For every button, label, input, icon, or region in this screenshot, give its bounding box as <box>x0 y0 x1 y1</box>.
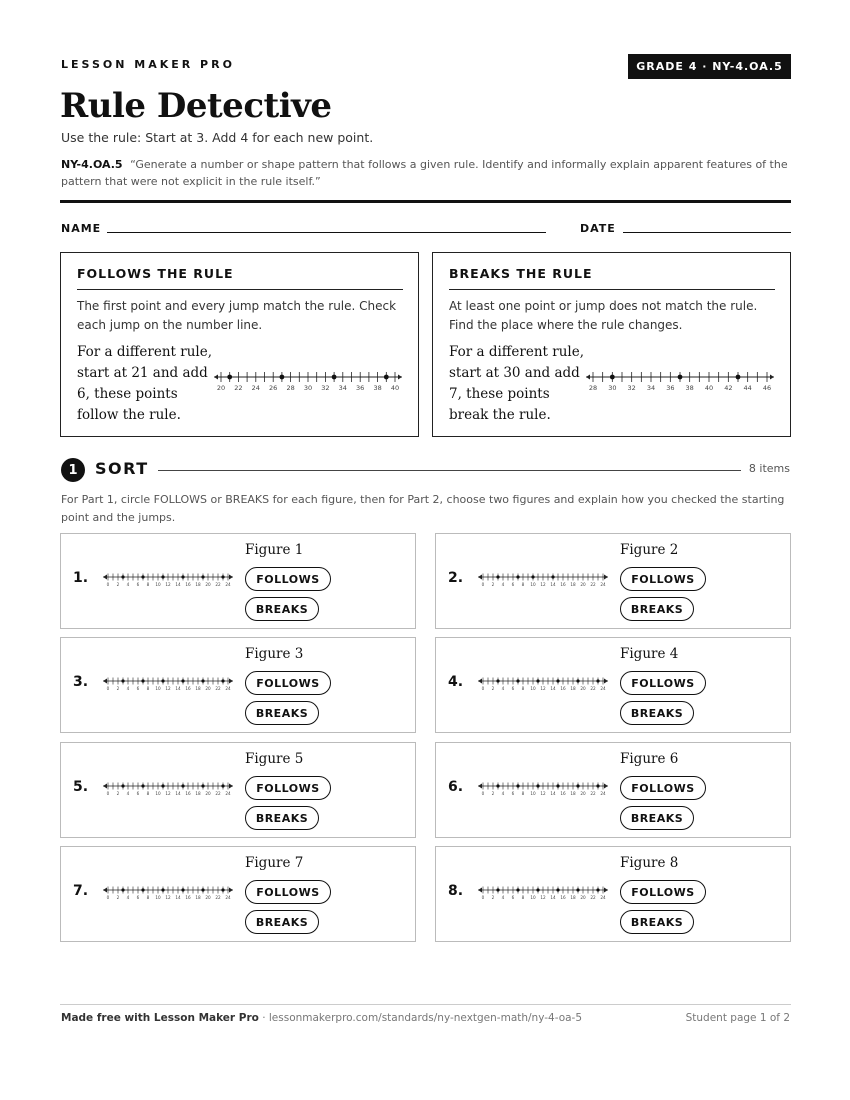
tick-label: 8 <box>146 582 150 588</box>
tick-label: 18 <box>570 791 576 797</box>
tick-label: 0 <box>106 582 110 588</box>
tick-label: 2 <box>491 582 495 588</box>
plotted-point <box>280 375 285 380</box>
plotted-point <box>221 888 224 891</box>
follows-rule-card <box>60 252 419 437</box>
tick-label: 24 <box>600 895 606 901</box>
tick-label: 0 <box>481 582 485 588</box>
section-number-badge: 1 <box>61 458 85 482</box>
tick-label: 22 <box>590 686 596 692</box>
axis-arrow-right <box>229 888 233 893</box>
plotted-point <box>496 575 499 578</box>
plotted-point <box>736 375 741 380</box>
tick-label: 6 <box>511 895 515 901</box>
plotted-point <box>332 375 337 380</box>
sort-item <box>60 637 416 733</box>
tick-label: 6 <box>136 686 140 692</box>
breaks-rule-card <box>432 252 791 437</box>
tick-label: 4 <box>126 895 130 901</box>
tick-label: 16 <box>185 895 191 901</box>
plotted-point <box>201 888 204 891</box>
follows-option[interactable]: FOLLOWS <box>620 776 706 800</box>
plotted-point <box>161 679 164 682</box>
plotted-point <box>596 679 599 682</box>
plotted-point <box>141 888 144 891</box>
figure-label: Figure 8 <box>620 855 679 871</box>
plotted-point <box>576 679 579 682</box>
item-number: 2. <box>448 570 464 586</box>
axis-arrow-right <box>604 784 608 789</box>
tick-label: 10 <box>155 895 161 901</box>
rule-subtitle: Use the rule: Start at 3. Add 4 for each new point. <box>61 130 374 145</box>
plotted-point <box>141 784 144 787</box>
tick-label: 8 <box>146 791 150 797</box>
breaks-option[interactable]: BREAKS <box>245 701 319 725</box>
tick-label: 12 <box>165 686 171 692</box>
figure-number-line <box>102 779 234 799</box>
tick-label: 2 <box>116 582 120 588</box>
breaks-option[interactable]: BREAKS <box>620 910 694 934</box>
axis-arrow-left <box>103 575 107 580</box>
date-label: DATE <box>580 222 616 235</box>
axis-arrow-right <box>604 679 608 684</box>
follows-option[interactable]: FOLLOWS <box>620 671 706 695</box>
tick-label: 12 <box>540 791 546 797</box>
sort-item <box>435 533 791 629</box>
sort-item <box>60 533 416 629</box>
tick-label: 12 <box>540 686 546 692</box>
tick-label: 24 <box>225 686 231 692</box>
standard-text: “Generate a number or shape pattern that follows a given rule. Identify and informally explain apparent features of the pattern that were not explicit in the rule itself.” <box>61 158 788 188</box>
follows-option[interactable]: FOLLOWS <box>245 671 331 695</box>
plotted-point <box>536 679 539 682</box>
page-title: Rule Detective <box>60 86 332 126</box>
axis-arrow-right <box>604 575 608 580</box>
plotted-point <box>221 679 224 682</box>
tick-label: 36 <box>356 384 365 392</box>
plotted-point <box>516 679 519 682</box>
plotted-point <box>556 679 559 682</box>
tick-label: 6 <box>511 791 515 797</box>
tick-label: 32 <box>321 384 330 392</box>
plotted-point <box>141 679 144 682</box>
item-number: 3. <box>73 674 89 690</box>
plotted-point <box>221 784 224 787</box>
tick-label: 20 <box>216 384 226 392</box>
breaks-option[interactable]: BREAKS <box>245 806 319 830</box>
plotted-point <box>161 784 164 787</box>
tick-label: 20 <box>580 895 586 901</box>
tick-label: 2 <box>491 895 495 901</box>
plotted-point <box>227 375 232 380</box>
tick-label: 0 <box>106 686 110 692</box>
breaks-option[interactable]: BREAKS <box>245 910 319 934</box>
item-number: 5. <box>73 779 89 795</box>
tick-label: 38 <box>685 384 694 392</box>
tick-label: 14 <box>550 582 556 588</box>
tick-label: 16 <box>560 791 566 797</box>
tick-label: 4 <box>501 895 505 901</box>
tick-label: 24 <box>600 791 606 797</box>
tick-label: 18 <box>570 582 576 588</box>
plotted-point <box>610 375 615 380</box>
footer-page-number: Student page 1 of 2 <box>685 1012 790 1024</box>
item-count: 8 items <box>748 462 790 475</box>
figure-number-line <box>102 674 234 694</box>
tick-label: 16 <box>185 686 191 692</box>
plotted-point <box>121 888 124 891</box>
sort-item <box>435 742 791 838</box>
sort-item <box>435 637 791 733</box>
tick-label: 14 <box>175 791 181 797</box>
tick-label: 2 <box>491 791 495 797</box>
axis-arrow-left <box>103 679 107 684</box>
tick-label: 8 <box>521 582 525 588</box>
item-number: 7. <box>73 883 89 899</box>
tick-label: 16 <box>185 791 191 797</box>
plotted-point <box>496 784 499 787</box>
tick-label: 8 <box>521 791 525 797</box>
footer-divider <box>60 1004 791 1005</box>
card-description: At least one point or jump does not match the rule. Find the place where the rule changes. <box>449 299 758 332</box>
card-example: For a different rule, start at 30 and add 7, these points break the rule. <box>449 344 584 423</box>
axis-arrow-left <box>586 375 590 380</box>
sort-item <box>60 742 416 838</box>
tick-label: 16 <box>560 582 566 588</box>
tick-label: 22 <box>215 582 221 588</box>
tick-label: 10 <box>155 582 161 588</box>
tick-label: 12 <box>165 582 171 588</box>
plotted-point <box>678 375 683 380</box>
footer-credit <box>61 1012 582 1024</box>
tick-label: 24 <box>251 384 260 392</box>
plotted-point <box>496 679 499 682</box>
tick-label: 16 <box>185 582 191 588</box>
figure-number-line <box>477 883 609 903</box>
item-number: 4. <box>448 674 464 690</box>
tick-label: 18 <box>570 686 576 692</box>
figure-number-line <box>477 779 609 799</box>
tick-label: 6 <box>136 895 140 901</box>
axis-arrow-right <box>770 375 774 380</box>
axis-arrow-right <box>398 375 402 380</box>
tick-label: 10 <box>530 582 536 588</box>
item-number: 8. <box>448 883 464 899</box>
tick-label: 24 <box>600 686 606 692</box>
tick-label: 4 <box>126 582 130 588</box>
tick-label: 20 <box>205 895 211 901</box>
tick-label: 22 <box>234 384 243 392</box>
tick-label: 16 <box>560 686 566 692</box>
tick-label: 32 <box>627 384 636 392</box>
tick-label: 20 <box>580 582 586 588</box>
card-title: BREAKS THE RULE <box>449 266 593 281</box>
tick-label: 8 <box>521 686 525 692</box>
tick-label: 30 <box>608 384 617 392</box>
tick-label: 6 <box>511 686 515 692</box>
plotted-point <box>496 888 499 891</box>
plotted-point <box>516 888 519 891</box>
tick-label: 40 <box>704 384 714 392</box>
tick-label: 28 <box>286 384 295 392</box>
figure-label: Figure 3 <box>245 646 304 662</box>
axis-arrow-left <box>103 888 107 893</box>
tick-label: 2 <box>116 895 120 901</box>
example-number-line <box>585 367 775 395</box>
tick-label: 4 <box>126 686 130 692</box>
tick-label: 4 <box>501 582 505 588</box>
card-example: For a different rule, start at 21 and add 6, these points follow the rule. <box>77 344 212 423</box>
figure-number-line <box>477 570 609 590</box>
item-number: 1. <box>73 570 89 586</box>
example-number-line <box>213 367 403 395</box>
section-divider <box>158 470 741 471</box>
plotted-point <box>536 784 539 787</box>
tick-label: 20 <box>205 791 211 797</box>
plotted-point <box>201 575 204 578</box>
tick-label: 0 <box>106 895 110 901</box>
tick-label: 20 <box>205 686 211 692</box>
plotted-point <box>536 888 539 891</box>
tick-label: 18 <box>195 791 201 797</box>
tick-label: 12 <box>165 791 171 797</box>
tick-label: 46 <box>762 384 772 392</box>
tick-label: 34 <box>338 384 347 392</box>
tick-label: 22 <box>215 895 221 901</box>
tick-label: 14 <box>175 582 181 588</box>
tick-label: 24 <box>600 582 606 588</box>
plotted-point <box>141 575 144 578</box>
plotted-point <box>161 888 164 891</box>
tick-label: 0 <box>481 686 485 692</box>
axis-arrow-left <box>478 575 482 580</box>
tick-label: 36 <box>666 384 675 392</box>
plotted-point <box>576 888 579 891</box>
tick-label: 10 <box>530 686 536 692</box>
figure-label: Figure 6 <box>620 751 679 767</box>
tick-label: 10 <box>530 895 536 901</box>
tick-label: 22 <box>215 791 221 797</box>
tick-label: 22 <box>590 582 596 588</box>
tick-label: 4 <box>501 686 505 692</box>
plotted-point <box>161 575 164 578</box>
tick-label: 18 <box>195 895 201 901</box>
plotted-point <box>181 575 184 578</box>
standard-description <box>61 156 791 190</box>
figure-label: Figure 7 <box>245 855 304 871</box>
tick-label: 6 <box>136 791 140 797</box>
brand-name: LESSON MAKER PRO <box>61 58 235 71</box>
tick-label: 14 <box>175 895 181 901</box>
tick-label: 40 <box>390 384 400 392</box>
plotted-point <box>556 888 559 891</box>
plotted-point <box>576 784 579 787</box>
section-title: SORT <box>95 459 149 478</box>
tick-label: 12 <box>540 582 546 588</box>
plotted-point <box>181 784 184 787</box>
date-field[interactable] <box>623 232 791 233</box>
figure-label: Figure 2 <box>620 542 679 558</box>
axis-arrow-left <box>478 888 482 893</box>
figure-number-line <box>477 674 609 694</box>
plotted-point <box>516 784 519 787</box>
follows-option[interactable]: FOLLOWS <box>245 776 331 800</box>
breaks-option[interactable]: BREAKS <box>245 597 319 621</box>
plotted-point <box>121 679 124 682</box>
plotted-point <box>181 888 184 891</box>
tick-label: 14 <box>550 686 556 692</box>
tick-label: 26 <box>269 384 278 392</box>
follows-option[interactable]: FOLLOWS <box>245 880 331 904</box>
tick-label: 8 <box>146 686 150 692</box>
axis-arrow-left <box>214 375 218 380</box>
tick-label: 22 <box>590 895 596 901</box>
section-instructions: For Part 1, circle FOLLOWS or BREAKS for each figure, then for Part 2, choose two figures and explain how you checked the starting point and the jumps. <box>61 493 785 524</box>
figure-label: Figure 1 <box>245 542 304 558</box>
card-description: The first point and every jump match the rule. Check each jump on the number line. <box>77 299 397 332</box>
tick-label: 0 <box>481 791 485 797</box>
name-field[interactable] <box>107 232 546 233</box>
tick-label: 20 <box>205 582 211 588</box>
plotted-point <box>556 784 559 787</box>
tick-label: 28 <box>588 384 598 392</box>
tick-label: 2 <box>116 686 120 692</box>
tick-label: 6 <box>511 582 515 588</box>
follows-option[interactable]: FOLLOWS <box>620 567 706 591</box>
tick-label: 10 <box>155 686 161 692</box>
plotted-point <box>121 575 124 578</box>
plotted-point <box>551 575 554 578</box>
breaks-option[interactable]: BREAKS <box>620 597 694 621</box>
figure-label: Figure 4 <box>620 646 679 662</box>
plotted-point <box>531 575 534 578</box>
tick-label: 14 <box>175 686 181 692</box>
plotted-point <box>596 784 599 787</box>
plotted-point <box>221 575 224 578</box>
plotted-point <box>201 784 204 787</box>
tick-label: 18 <box>195 582 201 588</box>
plotted-point <box>121 784 124 787</box>
figure-number-line <box>102 883 234 903</box>
tick-label: 10 <box>530 791 536 797</box>
figure-number-line <box>102 570 234 590</box>
tick-label: 22 <box>215 686 221 692</box>
card-divider <box>449 289 775 290</box>
tick-label: 42 <box>724 384 733 392</box>
tick-label: 20 <box>580 791 586 797</box>
follows-option[interactable]: FOLLOWS <box>245 567 331 591</box>
grade-badge: GRADE 4 · NY-4.OA.5 <box>628 54 791 79</box>
breaks-option[interactable]: BREAKS <box>620 701 694 725</box>
axis-arrow-left <box>478 679 482 684</box>
sort-item <box>435 846 791 942</box>
tick-label: 20 <box>580 686 586 692</box>
axis-arrow-left <box>478 784 482 789</box>
tick-label: 6 <box>136 582 140 588</box>
tick-label: 4 <box>126 791 130 797</box>
tick-label: 22 <box>590 791 596 797</box>
tick-label: 10 <box>155 791 161 797</box>
plotted-point <box>596 888 599 891</box>
standard-code: NY-4.OA.5 <box>61 158 123 171</box>
tick-label: 14 <box>550 895 556 901</box>
tick-label: 18 <box>570 895 576 901</box>
tick-label: 16 <box>560 895 566 901</box>
tick-label: 44 <box>743 384 752 392</box>
footer-link[interactable]: · lessonmakerpro.com/standards/ny-nextgen-math/ny-4-oa-5 <box>258 1012 583 1024</box>
card-divider <box>77 289 403 290</box>
plotted-point <box>201 679 204 682</box>
axis-arrow-left <box>103 784 107 789</box>
tick-label: 0 <box>106 791 110 797</box>
card-title: FOLLOWS THE RULE <box>77 266 234 281</box>
follows-option[interactable]: FOLLOWS <box>620 880 706 904</box>
tick-label: 18 <box>195 686 201 692</box>
tick-label: 24 <box>225 791 231 797</box>
axis-arrow-right <box>229 784 233 789</box>
breaks-option[interactable]: BREAKS <box>620 806 694 830</box>
plotted-point <box>181 679 184 682</box>
tick-label: 24 <box>225 582 231 588</box>
plotted-point <box>384 375 389 380</box>
plotted-point <box>516 575 519 578</box>
tick-label: 2 <box>116 791 120 797</box>
header-divider <box>60 200 791 203</box>
axis-arrow-right <box>229 575 233 580</box>
tick-label: 30 <box>303 384 313 392</box>
tick-label: 14 <box>550 791 556 797</box>
tick-label: 2 <box>491 686 495 692</box>
tick-label: 34 <box>646 384 656 392</box>
tick-label: 8 <box>521 895 525 901</box>
tick-label: 0 <box>481 895 485 901</box>
tick-label: 12 <box>165 895 171 901</box>
name-label: NAME <box>61 222 102 235</box>
axis-arrow-right <box>229 679 233 684</box>
tick-label: 8 <box>146 895 150 901</box>
tick-label: 24 <box>225 895 231 901</box>
axis-arrow-right <box>604 888 608 893</box>
figure-label: Figure 5 <box>245 751 304 767</box>
footer-made-with: Made free with Lesson Maker Pro <box>61 1012 259 1024</box>
item-number: 6. <box>448 779 464 795</box>
sort-item <box>60 846 416 942</box>
tick-label: 38 <box>373 384 382 392</box>
tick-label: 4 <box>501 791 505 797</box>
tick-label: 12 <box>540 895 546 901</box>
